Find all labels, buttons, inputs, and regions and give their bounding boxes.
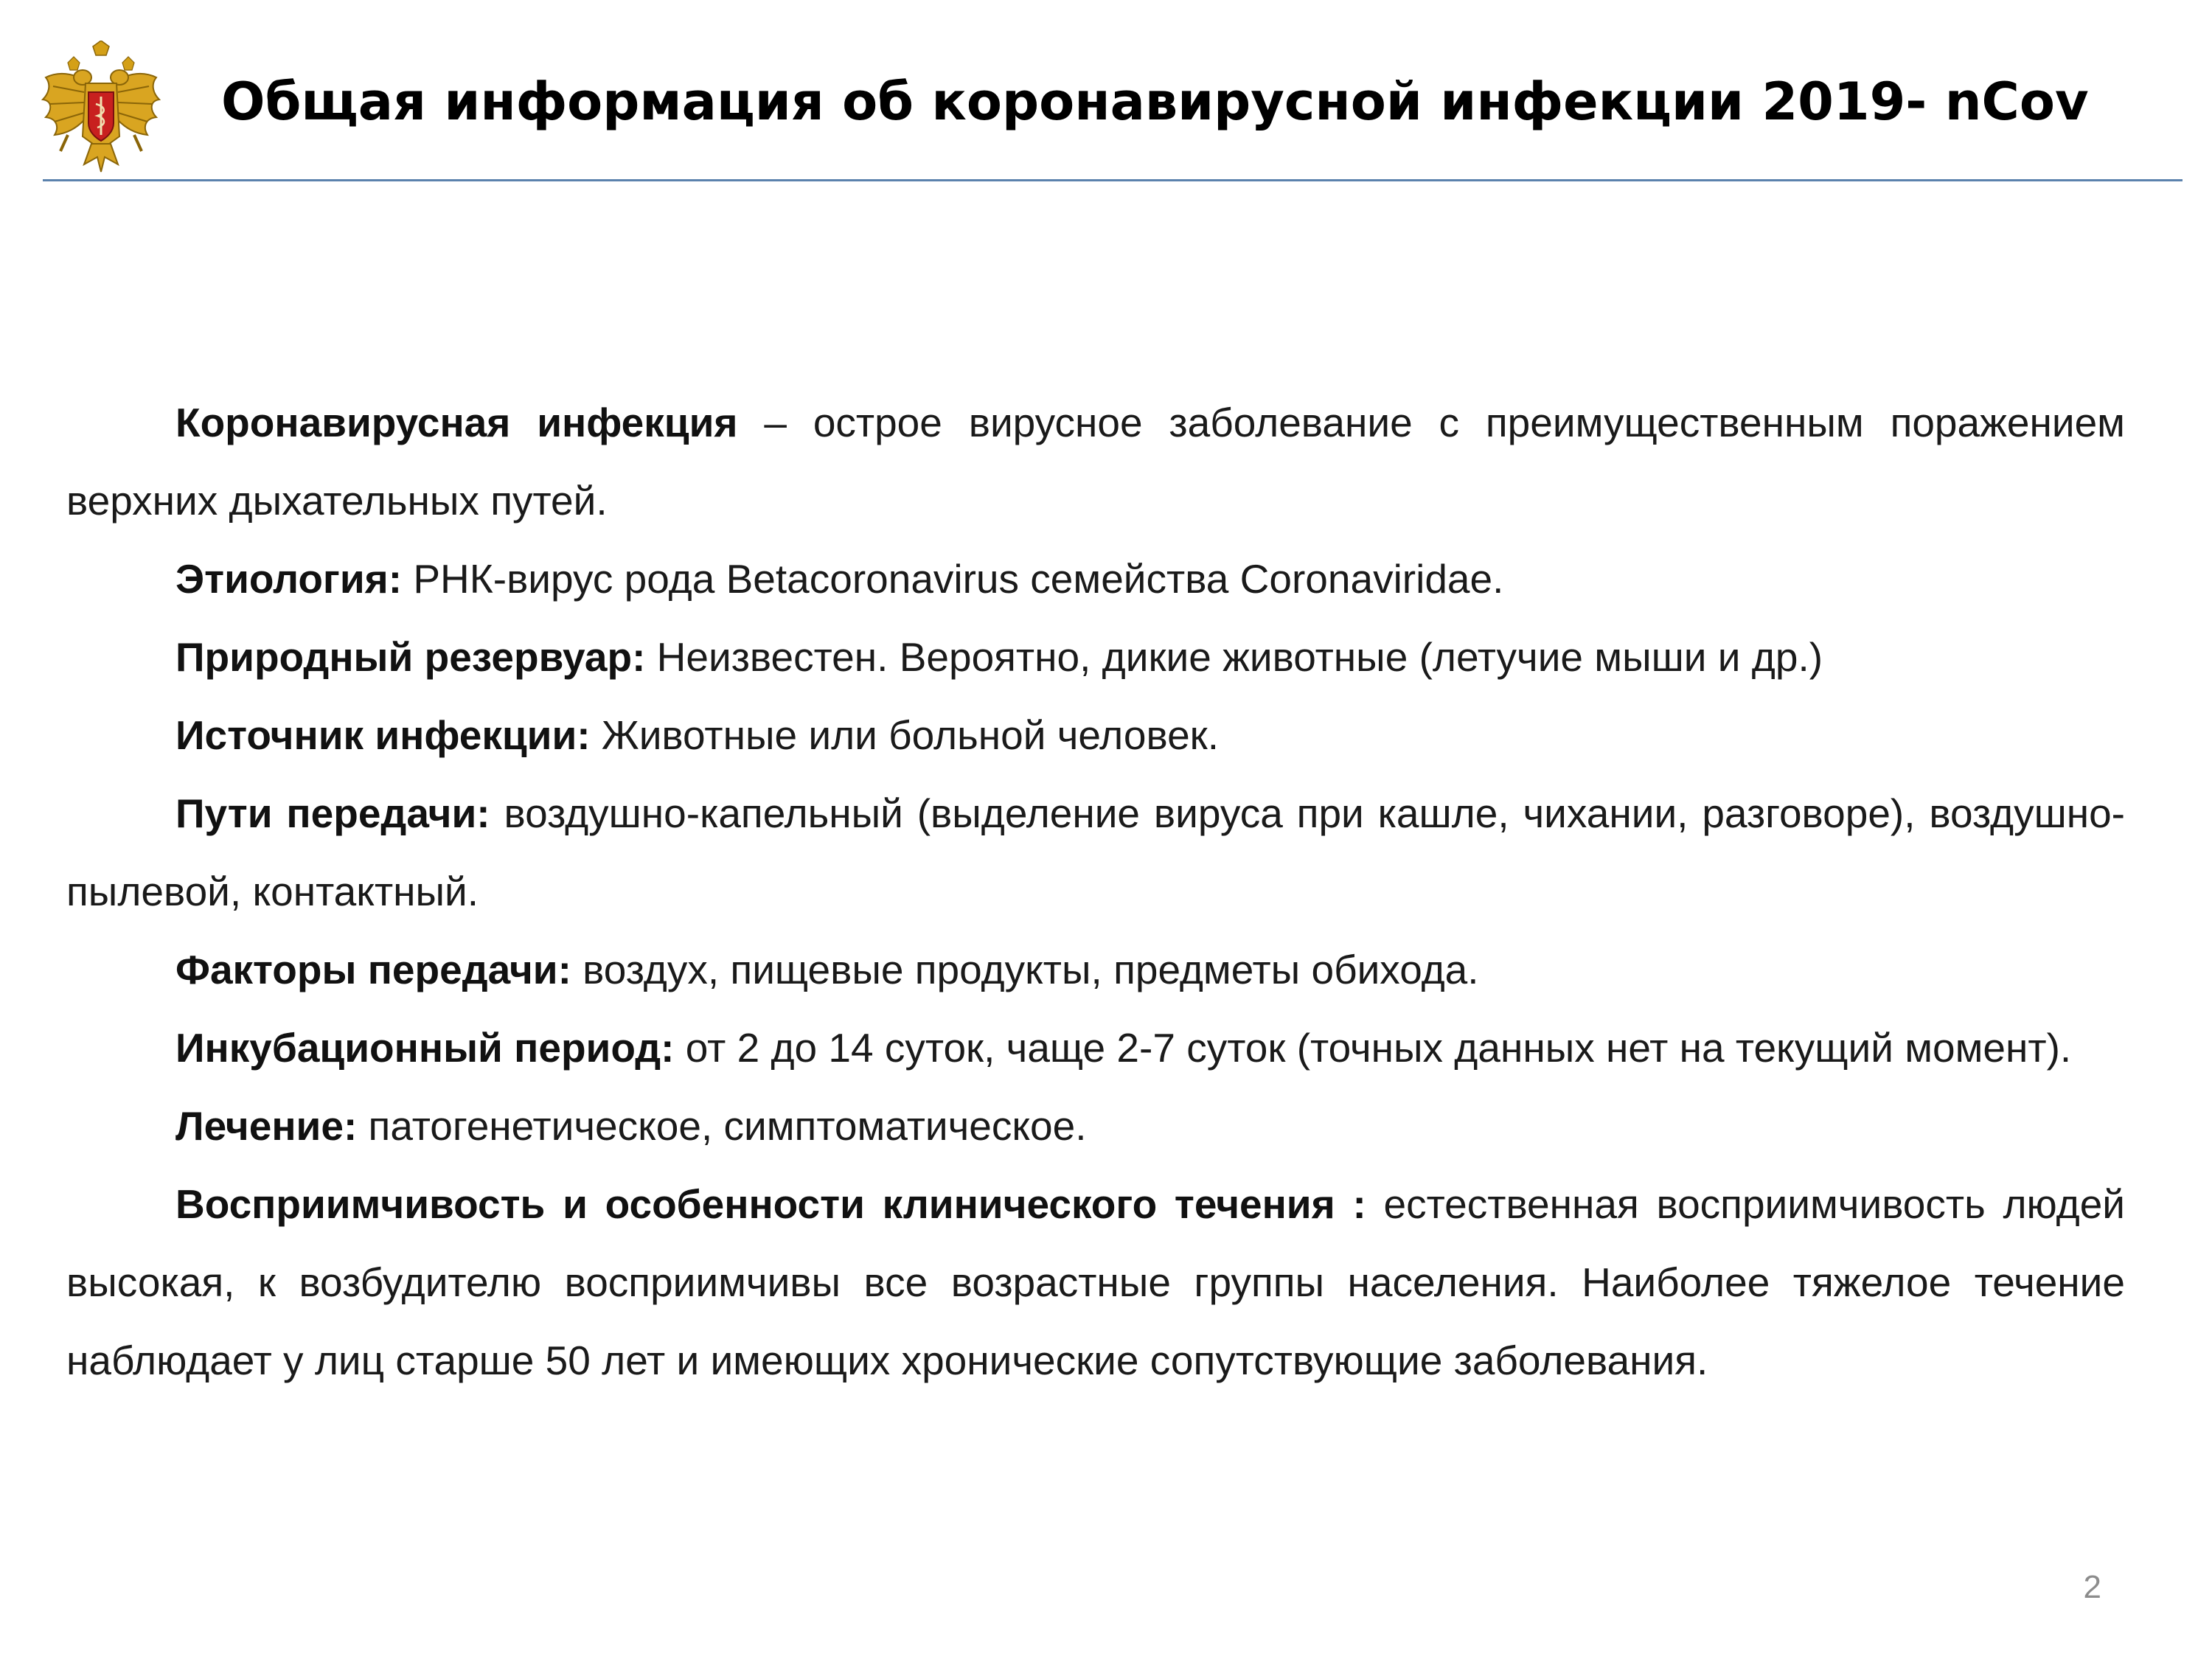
title-divider <box>43 179 2183 181</box>
term-description: естественная восприимчивость людей высокая, к возбудителю восприимчивы все возрастные группы населения. Наиболее тяжелое течение наблюдает у лиц старше 50 лет и имеющих хронические сопутствующие заболевания. <box>66 1181 2125 1383</box>
term-label: Лечение: <box>175 1103 358 1149</box>
paragraph-natural-reservoir <box>66 618 2125 696</box>
term-label: Пути передачи: <box>175 790 490 836</box>
term-description: патогенетическое, симптоматическое. <box>357 1103 1087 1149</box>
paragraph-incubation-period <box>66 1009 2125 1087</box>
term-description: Животные или больной человек. <box>590 712 1220 758</box>
paragraph-transmission-factors <box>66 931 2125 1009</box>
paragraph-infection-source <box>66 696 2125 774</box>
term-description: от 2 до 14 суток, чаще 2-7 суток (точных данных нет на текущий момент). <box>674 1025 2072 1071</box>
term-label: Факторы передачи: <box>175 947 571 992</box>
page-number: 2 <box>2083 1569 2101 1605</box>
content-body <box>66 383 2125 1399</box>
paragraph-transmission-routes <box>66 774 2125 931</box>
paragraph-definition <box>66 383 2125 540</box>
page-title: Общая информация об коронавирусной инфекции 2019- nCov <box>221 72 2089 132</box>
term-label: Этиология: <box>175 556 403 602</box>
term-label: Восприимчивость и особенности клинического течения : <box>175 1181 1366 1227</box>
term-label: Инкубационный период: <box>175 1025 675 1071</box>
term-description: РНК-вирус рода Betacoronavirus семейства Coronaviridae. <box>402 556 1504 602</box>
paragraph-treatment <box>66 1087 2125 1165</box>
term-label: Источник инфекции: <box>175 712 591 758</box>
term-description: – острое вирусное заболевание с преимущественным поражением верхних дыхательных путей. <box>66 400 2125 524</box>
term-description: воздух, пищевые продукты, предметы обихода. <box>571 947 1479 992</box>
term-description: Неизвестен. Вероятно, дикие животные (летучие мыши и др.) <box>645 634 1823 680</box>
term-label: Коронавирусная инфекция <box>175 400 738 445</box>
paragraph-etiology <box>66 540 2125 618</box>
term-description: воздушно-капельный (выделение вируса при кашле, чихании, разговоре), воздушно-пылевой, контактный. <box>66 790 2125 914</box>
double-headed-eagle-emblem-icon <box>38 41 164 177</box>
paragraph-susceptibility <box>66 1165 2125 1399</box>
term-label: Природный резервуар: <box>175 634 646 680</box>
